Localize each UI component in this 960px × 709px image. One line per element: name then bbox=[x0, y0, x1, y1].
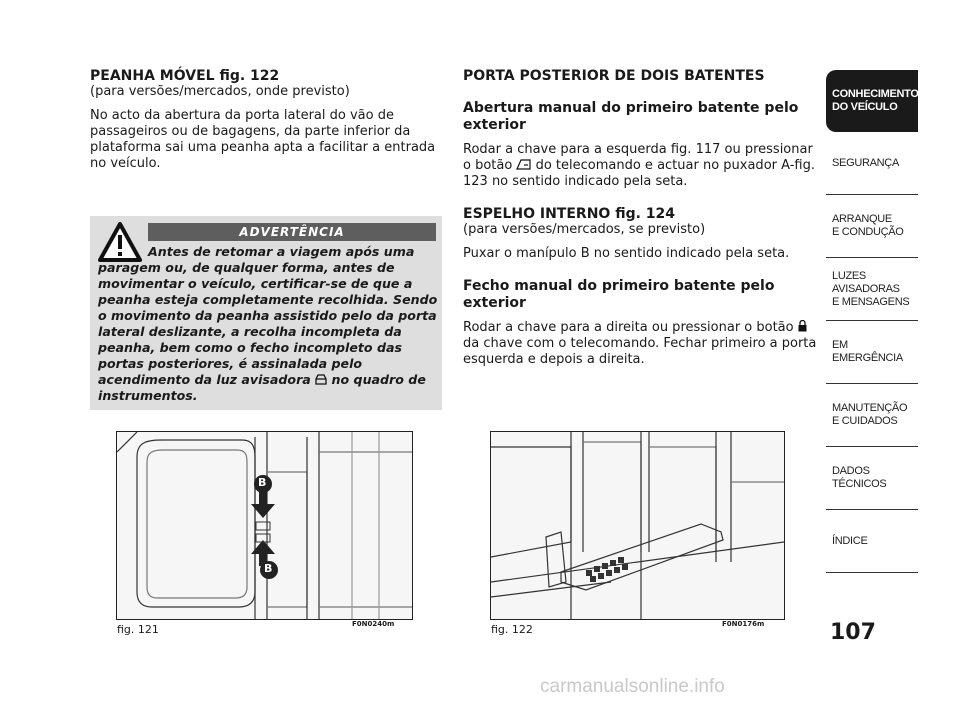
lock-icon bbox=[798, 320, 807, 332]
sidebar-tab-seguranca[interactable] bbox=[826, 132, 918, 195]
figure-121-drawing bbox=[117, 432, 412, 619]
warning-text-end: no quadro de instrumentos. bbox=[98, 372, 426, 403]
section-heading-peanha: PEANHA MÓVEL fig. 122 bbox=[90, 68, 280, 84]
right-column bbox=[463, 68, 823, 368]
sidebar-tab-label: MANUTENÇÃO E CUIDADOS bbox=[832, 402, 908, 427]
sidebar-tab-emergencia[interactable] bbox=[826, 321, 918, 384]
sidebar-tab-label: ÍNDICE bbox=[832, 534, 868, 547]
watermark: carmanualsonline.info bbox=[540, 676, 725, 697]
figure-122-code: F0N0176m bbox=[722, 620, 765, 628]
sub2-text-b: da chave com o telecomando. Fechar primeiro a porta esquerda e depois a direita. bbox=[463, 336, 817, 367]
callout-label-b-top: B bbox=[258, 476, 267, 489]
figure-121-illustration bbox=[116, 431, 413, 620]
sub1-text bbox=[463, 142, 823, 190]
sidebar-tab-manutencao[interactable] bbox=[826, 384, 918, 447]
mirror-subheading: (para versões/mercados, se previsto) bbox=[463, 222, 706, 237]
warning-box bbox=[90, 216, 442, 410]
warning-light-icon bbox=[315, 374, 327, 385]
sidebar-tab-conhecimento[interactable] bbox=[826, 70, 918, 132]
figure-122-drawing bbox=[491, 432, 784, 619]
sidebar-tab-label: LUZES AVISADORAS E MENSAGENS bbox=[832, 269, 910, 308]
left-column bbox=[90, 68, 440, 172]
figure-121-code: F0N0240m bbox=[352, 620, 395, 628]
chapter-sidebar bbox=[826, 70, 918, 573]
sub1-text-a: Rodar a chave para a esquerda fig. 117 ou pressionar o botão bbox=[463, 142, 813, 173]
sidebar-tab-label: ARRANQUE E CONDUÇÃO bbox=[832, 213, 904, 238]
unlock-door-icon bbox=[516, 159, 531, 170]
warning-text bbox=[98, 244, 438, 404]
figure-122-caption: fig. 122 bbox=[491, 623, 533, 636]
sub1-title: Abertura manual do primeiro batente pelo exterior bbox=[463, 100, 799, 133]
mirror-text: Puxar o manípulo B no sentido indicado pela seta. bbox=[463, 246, 790, 261]
paragraph-peanha: No acto da abertura da porta lateral do vão de passageiros ou de bagagens, da parte inferior da plataforma sai uma peanha apta a facilitar a entrada no veículo. bbox=[90, 108, 436, 171]
page-number: 107 bbox=[830, 620, 876, 645]
sub1-text-b: do telecomando e actuar no puxador A-fig. 123 no sentido indicado pela seta. bbox=[463, 158, 815, 189]
figure-122-illustration bbox=[490, 431, 785, 620]
sidebar-tab-label: SEGURANÇA bbox=[832, 156, 899, 169]
figure-121-caption: fig. 121 bbox=[117, 623, 159, 636]
warning-title: ADVERTÊNCIA bbox=[148, 223, 436, 241]
mirror-heading: ESPELHO INTERNO fig. 124 bbox=[463, 206, 676, 222]
section-subheading: (para versões/mercados, onde previsto) bbox=[90, 84, 350, 99]
sidebar-tab-indice[interactable] bbox=[826, 510, 918, 573]
sidebar-tab-dados[interactable] bbox=[826, 447, 918, 510]
sidebar-tab-arranque[interactable] bbox=[826, 195, 918, 258]
sub2-title: Fecho manual do primeiro batente pelo exterior bbox=[463, 278, 775, 311]
section-title-porta: PORTA POSTERIOR DE DOIS BATENTES bbox=[463, 68, 765, 84]
sidebar-tab-luzes[interactable] bbox=[826, 258, 918, 321]
sidebar-tab-label: CONHECIMENTO DO VEÍCULO bbox=[832, 88, 919, 113]
callout-label-b-bottom: B bbox=[264, 562, 273, 575]
sub2-text-a: Rodar a chave para a direita ou pressionar o botão bbox=[463, 320, 794, 335]
sidebar-tab-label: DADOS TÉCNICOS bbox=[832, 465, 887, 490]
warning-text-main: Antes de retomar a viagem após uma paragem ou, de qualquer forma, antes de movimentar o veículo, certificar-se de que a peanha esteja completamente recolhida. Sendo o movimento da peanha assistido pelo da porta lateral deslizante, a recolha incompleta da peanha, bem como o fecho incompleto das portas posteriores, é assinalada pelo acendimento da luz avisadora bbox=[98, 244, 438, 387]
sub2-text bbox=[463, 320, 823, 368]
sidebar-tab-label: EM EMERGÊNCIA bbox=[832, 339, 903, 364]
